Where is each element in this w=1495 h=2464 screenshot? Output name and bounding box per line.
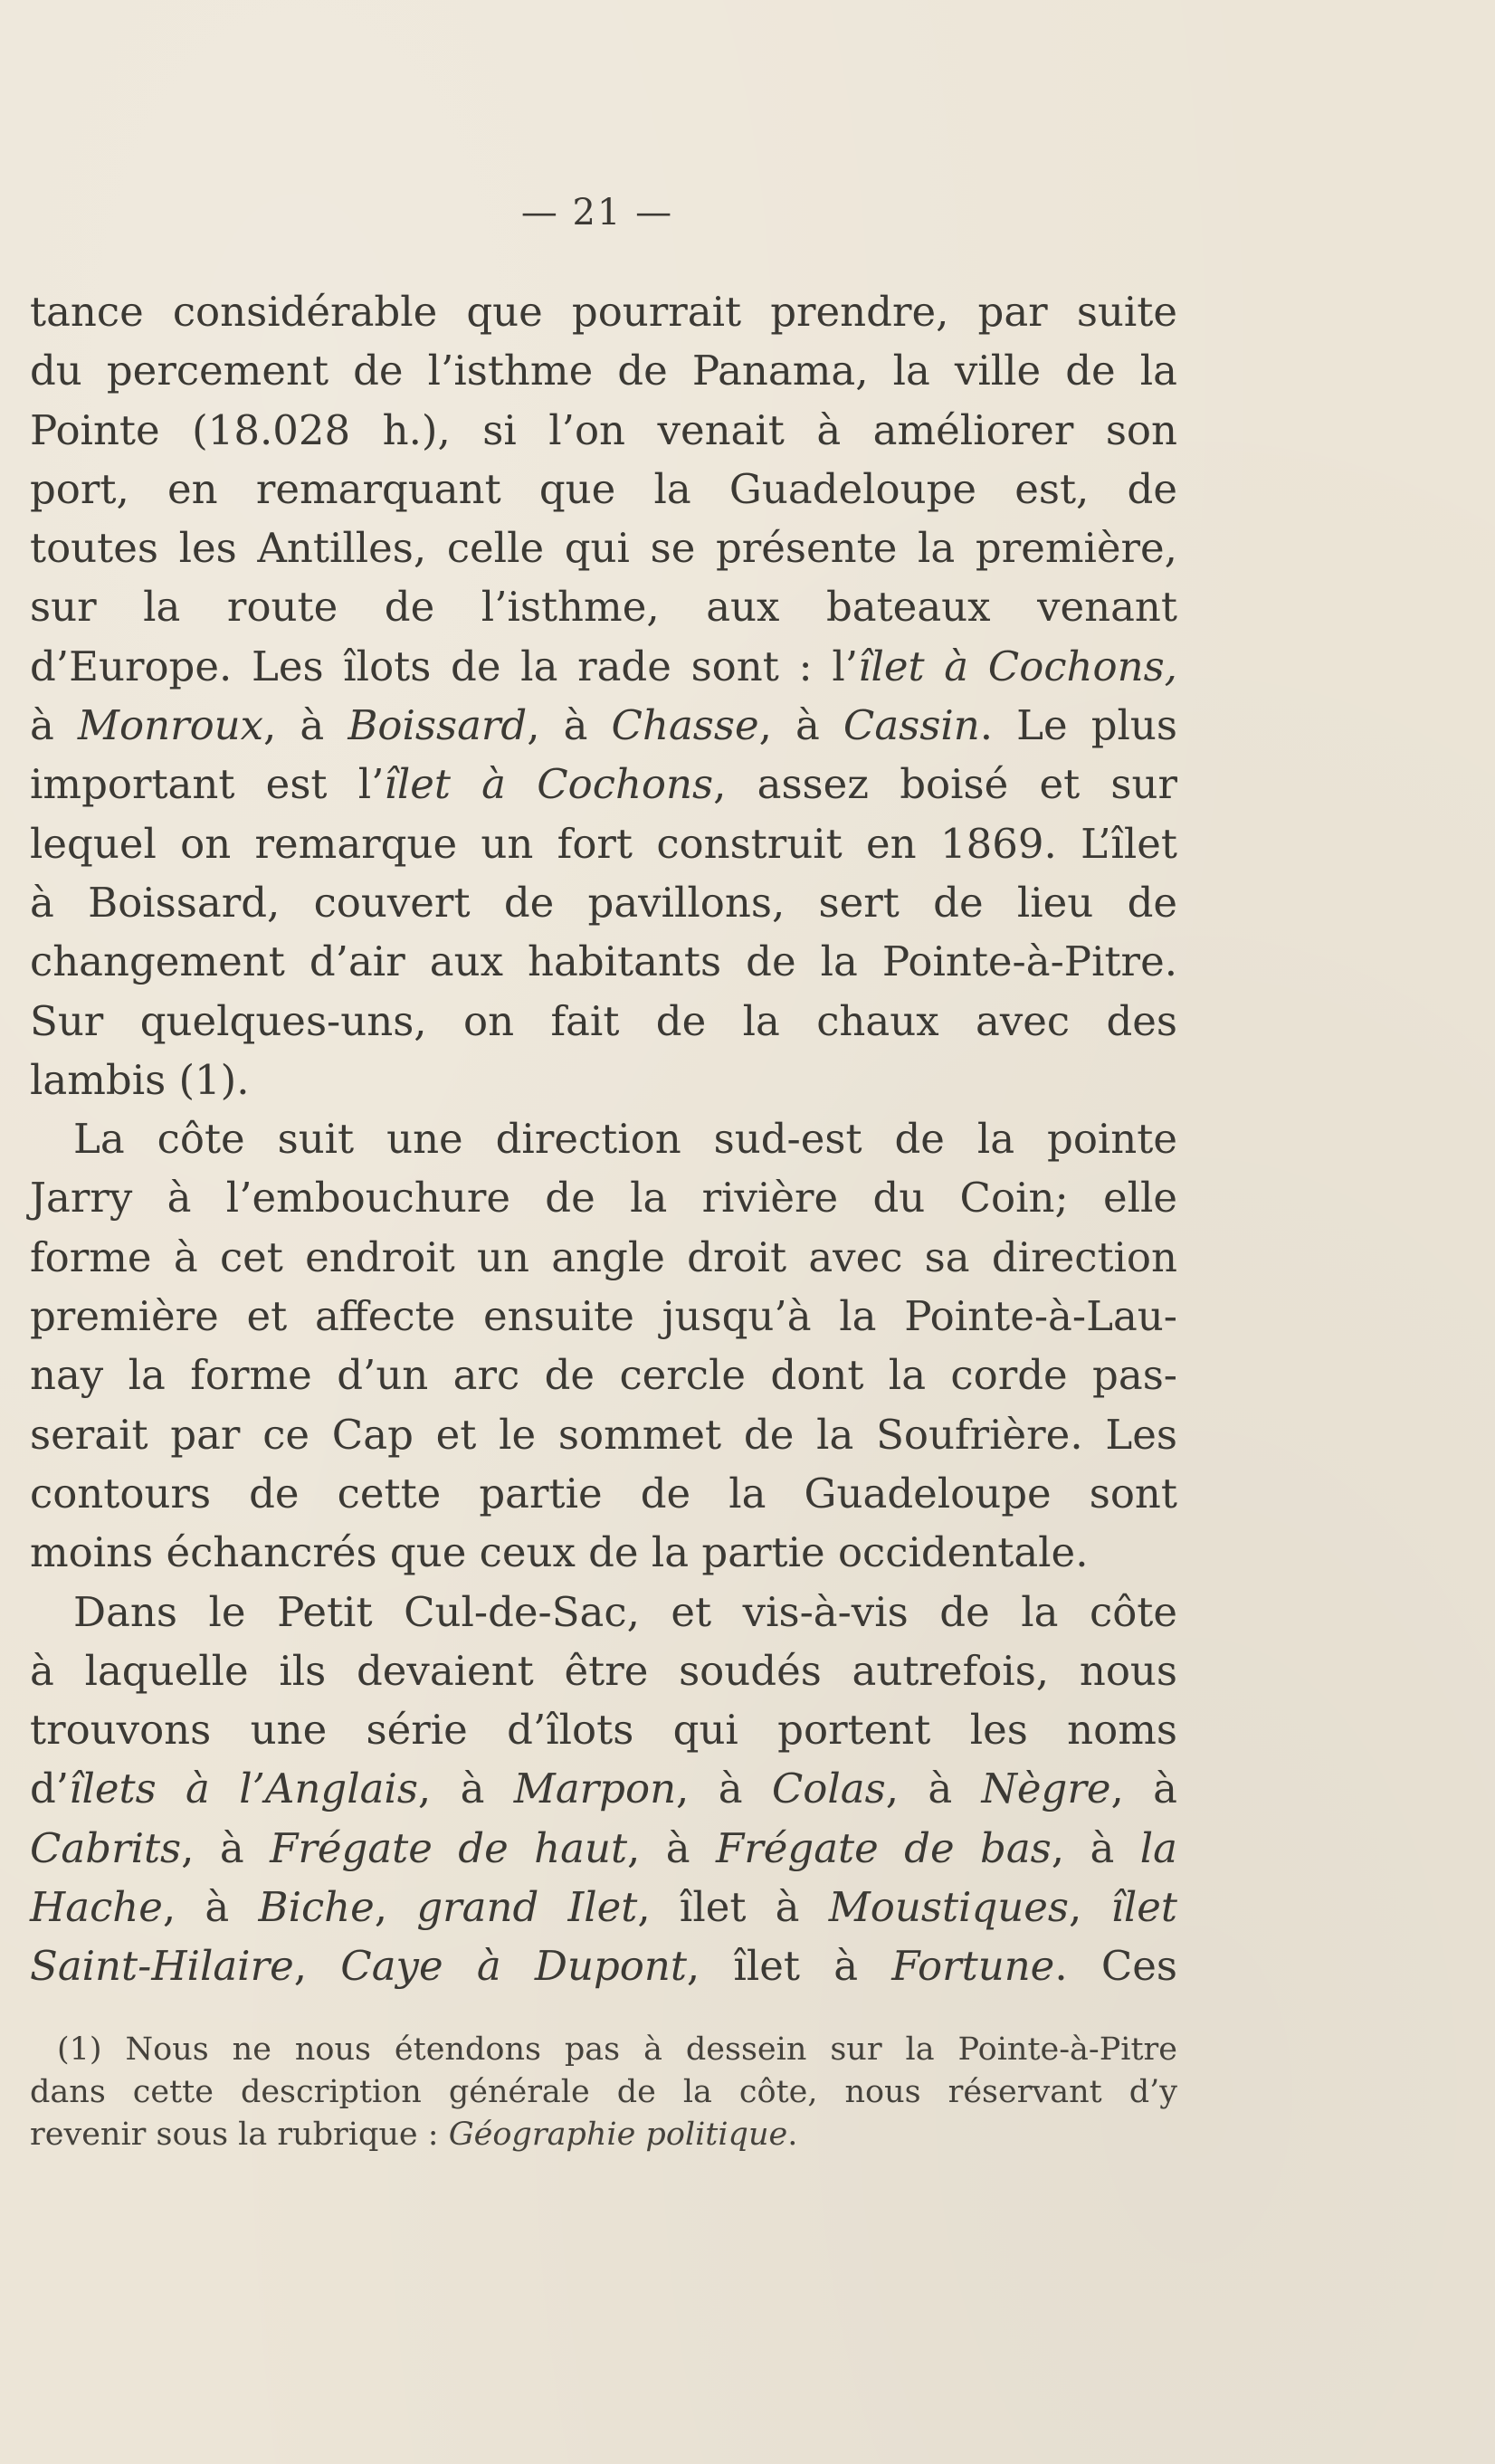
text-segment: , à (758, 701, 843, 750)
italic-text: Frégate de bas (716, 1823, 1052, 1872)
text-segment: à (30, 701, 78, 750)
text-line (30, 1109, 1177, 1168)
text-segment: , îlet à (637, 1883, 829, 1932)
text-line (30, 873, 1177, 932)
text-segment: Sur quelques-uns, on fait de la chaux avec des (30, 996, 1177, 1045)
text-line (30, 1759, 1177, 1818)
text-line (30, 2114, 1177, 2156)
text-segment: , (374, 1883, 417, 1932)
text-segment: sur la route de l’isthme, aux bateaux venant (30, 583, 1177, 632)
text-segment: à Boissard, couvert de pavillons, sert de lieu de (30, 878, 1177, 927)
text-segment: , à (885, 1765, 982, 1813)
italic-text: Frégate de haut (270, 1823, 628, 1872)
text-line (30, 1878, 1177, 1936)
text-line (30, 992, 1177, 1051)
text-line (30, 637, 1177, 696)
text-line (30, 1819, 1177, 1878)
text-segment: changement d’air aux habitants de la Pointe-à-Pitre. (30, 937, 1177, 986)
italic-text: Colas (771, 1765, 886, 1813)
italic-text: Monroux (77, 701, 264, 750)
text-segment: , à (627, 1823, 717, 1872)
text-segment: contours de cette partie de la Guadeloupe sont (30, 1469, 1177, 1517)
text-segment: important est l’ (30, 760, 385, 809)
text-segment: , à (181, 1823, 271, 1872)
italic-text: Boissard (348, 701, 528, 750)
text-line (30, 2071, 1177, 2114)
text-segment: , à (417, 1765, 514, 1813)
text-segment: tance considérable que pourrait prendre, par suite (30, 288, 1177, 336)
text-segment: Jarry à l’embouchure de la rivière du Coin; elle (30, 1174, 1177, 1222)
text-line (30, 460, 1177, 518)
text-segment: du percement de l’isthme de Panama, la ville de la (30, 347, 1177, 395)
text-line (30, 1346, 1177, 1404)
text-segment: port, en remarquant que la Guadeloupe est, de (30, 464, 1177, 513)
paragraph (30, 282, 1177, 1109)
italic-text: Biche (258, 1883, 375, 1932)
text-segment: serait par ce Cap et le sommet de la Soufrière. Les (30, 1410, 1177, 1459)
italic-text: Cassin (843, 701, 980, 750)
italic-text: Chasse (611, 701, 759, 750)
text-line (30, 814, 1177, 873)
paragraph (30, 1583, 1177, 1996)
text-segment: nay la forme d’un arc de cercle dont la corde pas- (30, 1351, 1177, 1400)
text-segment: , (293, 1942, 341, 1991)
text-segment: , à (162, 1883, 259, 1932)
text-line (30, 1287, 1177, 1346)
text-line (30, 282, 1177, 341)
text-line (30, 1464, 1177, 1523)
text-line (30, 1700, 1177, 1759)
text-segment: trouvons une série d’îlots qui portent les noms (30, 1706, 1177, 1755)
paragraph (30, 1109, 1177, 1582)
text-segment: toutes les Antilles, celle qui se présente la première, (30, 524, 1177, 573)
text-line (30, 1523, 1177, 1582)
text-segment: , à (263, 701, 348, 750)
text-segment: dans cette description générale de la côte, nous réservant d’y (30, 2074, 1177, 2110)
italic-text: Caye à Dupont (340, 1942, 687, 1991)
page-number: — 21 — (520, 192, 674, 233)
italic-text: Géographie politique (448, 2117, 788, 2153)
text-line (30, 1583, 1177, 1641)
text-line (30, 2029, 1177, 2071)
text-line (30, 1641, 1177, 1700)
text-segment: revenir sous la rubrique : (30, 2117, 449, 2153)
text-segment: lambis (1). (30, 1055, 250, 1104)
text-line (30, 755, 1177, 813)
italic-text: Cabrits (30, 1823, 182, 1872)
text-line (30, 1168, 1177, 1227)
italic-text: Nègre (981, 1765, 1111, 1813)
text-segment: lequel on remarque un fort construit en 1869. L’îlet (30, 819, 1177, 868)
text-segment: . (787, 2117, 798, 2153)
footnote (30, 2029, 1177, 2156)
body-text (30, 282, 1177, 1996)
text-segment: d’ (30, 1765, 70, 1813)
text-segment: Pointe (18.028 h.), si l’on venait à améliorer son (30, 405, 1177, 454)
italic-text: îlet à Cochons (384, 760, 714, 809)
text-segment: , (1068, 1883, 1111, 1932)
text-segment: première et affecte ensuite jusqu’à la Pointe-à-Lau- (30, 1292, 1177, 1341)
text-segment: à laquelle ils devaient être soudés autrefois, nous (30, 1646, 1177, 1695)
italic-text: Marpon (513, 1765, 677, 1813)
text-segment: moins échancrés que ceux de la partie occidentale. (30, 1528, 1089, 1577)
italic-text: Saint-Hilaire (30, 1942, 294, 1991)
text-line (30, 1936, 1177, 1995)
text-segment: d’Europe. Les îlots de la rade sont : l’ (30, 642, 859, 690)
text-segment: (1) Nous ne nous étendons pas à dessein sur la Pointe-à-Pitre (57, 2031, 1177, 2068)
text-segment: forme à cet endroit un angle droit avec sa direction (30, 1232, 1177, 1281)
text-line (30, 1051, 1177, 1109)
italic-text: grand Ilet (416, 1883, 638, 1932)
text-segment: , à (1051, 1823, 1140, 1872)
text-line (30, 341, 1177, 400)
text-line (30, 1405, 1177, 1464)
text-segment: Dans le Petit Cul-de-Sac, et vis-à-vis de la côte (73, 1587, 1177, 1636)
italic-text: Moustiques (828, 1883, 1069, 1932)
text-segment: La côte suit une direction sud-est de la pointe (73, 1115, 1177, 1164)
text-line (30, 577, 1177, 636)
italic-text: îlet (1110, 1883, 1178, 1932)
text-segment: , îlet à (686, 1942, 892, 1991)
text-line (30, 1228, 1177, 1287)
text-segment: . Ces (1054, 1942, 1178, 1991)
text-line (30, 696, 1177, 755)
italic-text: la (1139, 1823, 1178, 1872)
italic-text: îlets à l’Anglais (69, 1765, 418, 1813)
text-line (30, 518, 1177, 577)
italic-text: Fortune (891, 1942, 1055, 1991)
text-segment: , à (1110, 1765, 1177, 1813)
text-line (30, 401, 1177, 460)
text-line (30, 932, 1177, 991)
text-segment: , à (527, 701, 612, 750)
text-segment: . Le plus (979, 701, 1177, 750)
text-segment: , à (676, 1765, 772, 1813)
italic-text: îlet à Cochons, (858, 642, 1177, 690)
italic-text: Hache (30, 1883, 163, 1932)
text-segment: , assez boisé et sur (713, 760, 1177, 809)
